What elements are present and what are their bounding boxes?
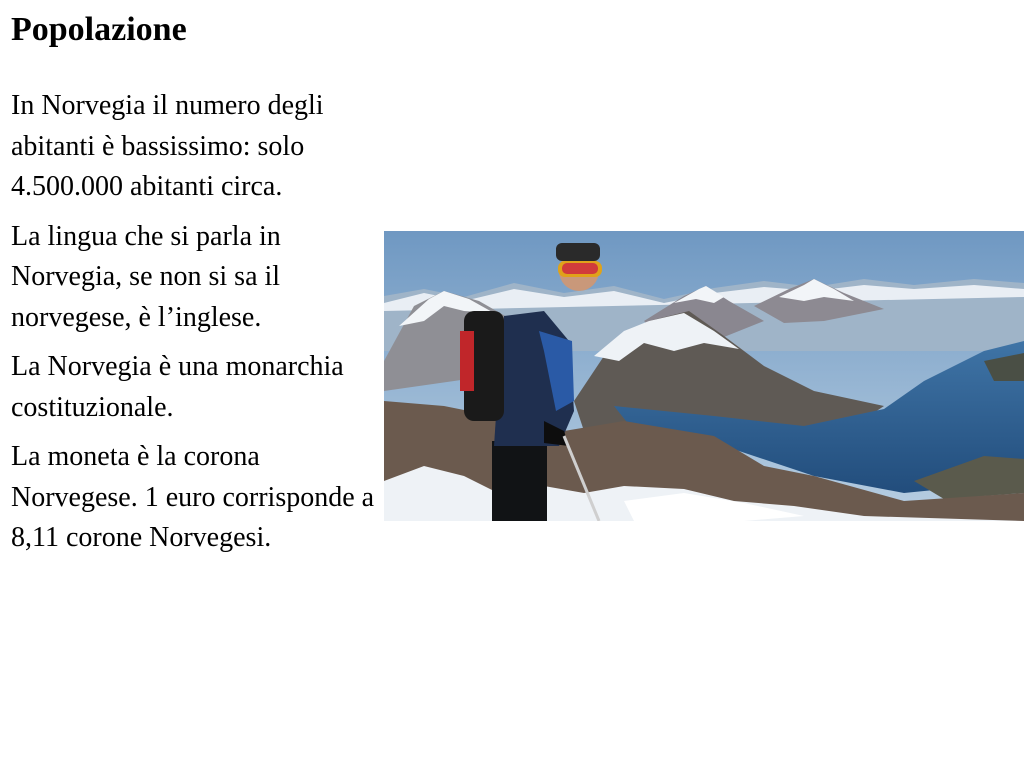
paragraph-government: La Norvegia è una monarchia costituzionale.	[11, 351, 344, 423]
norway-mountain-photo	[384, 231, 1024, 521]
paragraph-population: In Norvegia il numero degli abitanti è bassissimo: solo 4.500.000 abitanti circa.	[11, 90, 324, 202]
slide-body	[11, 86, 377, 568]
slide-title: Popolazione	[11, 11, 187, 48]
paragraph-language: La lingua che si parla in Norvegia, se non si sa il norvegese, è l’inglese.	[11, 220, 281, 333]
paragraph-currency: La moneta è la corona Norvegese. 1 euro corrisponde a 8,11 corone Norvegesi.	[11, 441, 375, 553]
